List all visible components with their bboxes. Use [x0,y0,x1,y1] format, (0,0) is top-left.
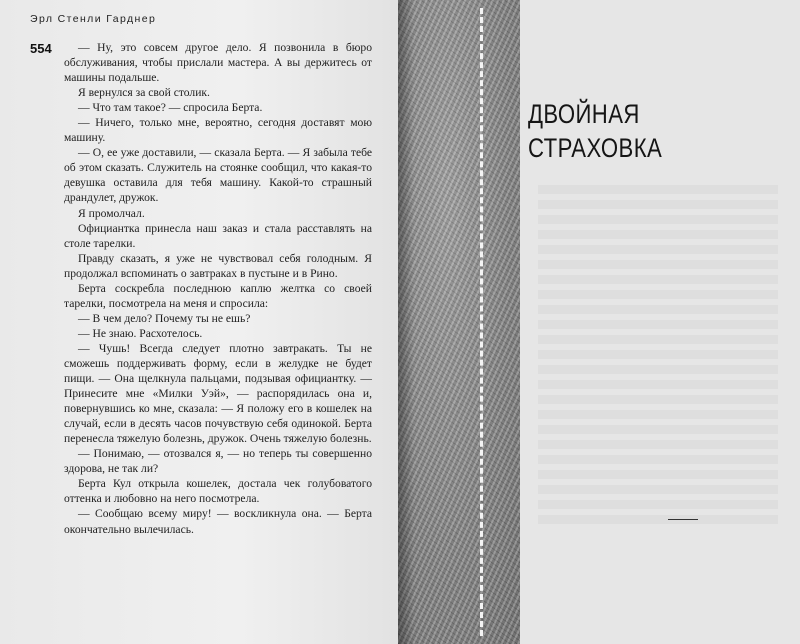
paragraph: — Ну, это совсем другое дело. Я позвонила в бюро обслуживания, чтобы прислали мастера. А вы держитесь от машины подальше. [64,41,372,85]
stitch-line [480,8,483,636]
paragraph: — Чушь! Всегда следует плотно завтракать. Ты не сможешь поддерживать форму, если в желудке не будет пищи. — Она щелкнула пальцами, подзывая официантку. — Принесите мне «Милки Уэй», — распорядилась она и, повернувшись ко мне, сказала: — Я положу его в кошелек на случай, если в десять часов почувствую себя одинокой. Берта перенесла тяжелую болезнь, дружок. Очень тяжелую болезнь. [64,341,372,446]
paragraph: — Понимаю, — отозвался я, — но теперь ты совершенно здорова, не так ли? [64,447,372,476]
chapter-title-line: ДВОЙНАЯ [528,99,640,129]
running-head: Эрл Стенли Гарднер [30,13,157,25]
end-ornament [668,519,698,520]
paragraph: — Что там такое? — спросила Берта. [78,101,263,115]
paragraph: Берта Кул открыла кошелек, достала чек голубоватого оттенка и любовно на него посмотрела. [64,477,372,506]
left-page [0,0,398,644]
paragraph: Берта соскребла последнюю каплю желтка со своей тарелки, посмотрела на меня и спросила: [64,281,372,310]
page-number: 554 [30,41,52,56]
paragraph: — Ничего, только мне, вероятно, сегодня доставят мою машину. [64,116,372,145]
paragraph: Официантка принесла наш заказ и стала расставлять на столе тарелки. [64,221,372,250]
chapter-title [528,97,662,165]
right-page [398,0,800,644]
decorative-texture-band [398,0,520,644]
paragraph: Я вернулся за свой столик. [78,86,210,100]
paragraph: Правду сказать, я уже не чувствовал себя голодным. Я продолжал вспоминать о завтраках в пустыне и в Рино. [64,251,372,280]
chapter-title-line: СТРАХОВКА [528,133,663,163]
paragraph: — Сообщаю всему миру! — воскликнула она. — Берта окончательно вылечилась. [64,507,372,536]
show-through-text [538,185,778,525]
paragraph: Я промолчал. [78,206,145,220]
paragraph: — Не знаю. Расхотелось. [78,326,203,340]
paragraph: — В чем дело? Почему ты не ешь? [78,311,251,325]
body-text [64,40,372,537]
gutter-shadow [398,0,414,644]
paragraph: — О, ее уже доставили, — сказала Берта. — Я забыла тебе об этом сказать. Служитель на стоянке сообщил, что какая-то девушка оставила для тебя машину. Какой-то страшный драндулет, дружок. [64,146,372,205]
